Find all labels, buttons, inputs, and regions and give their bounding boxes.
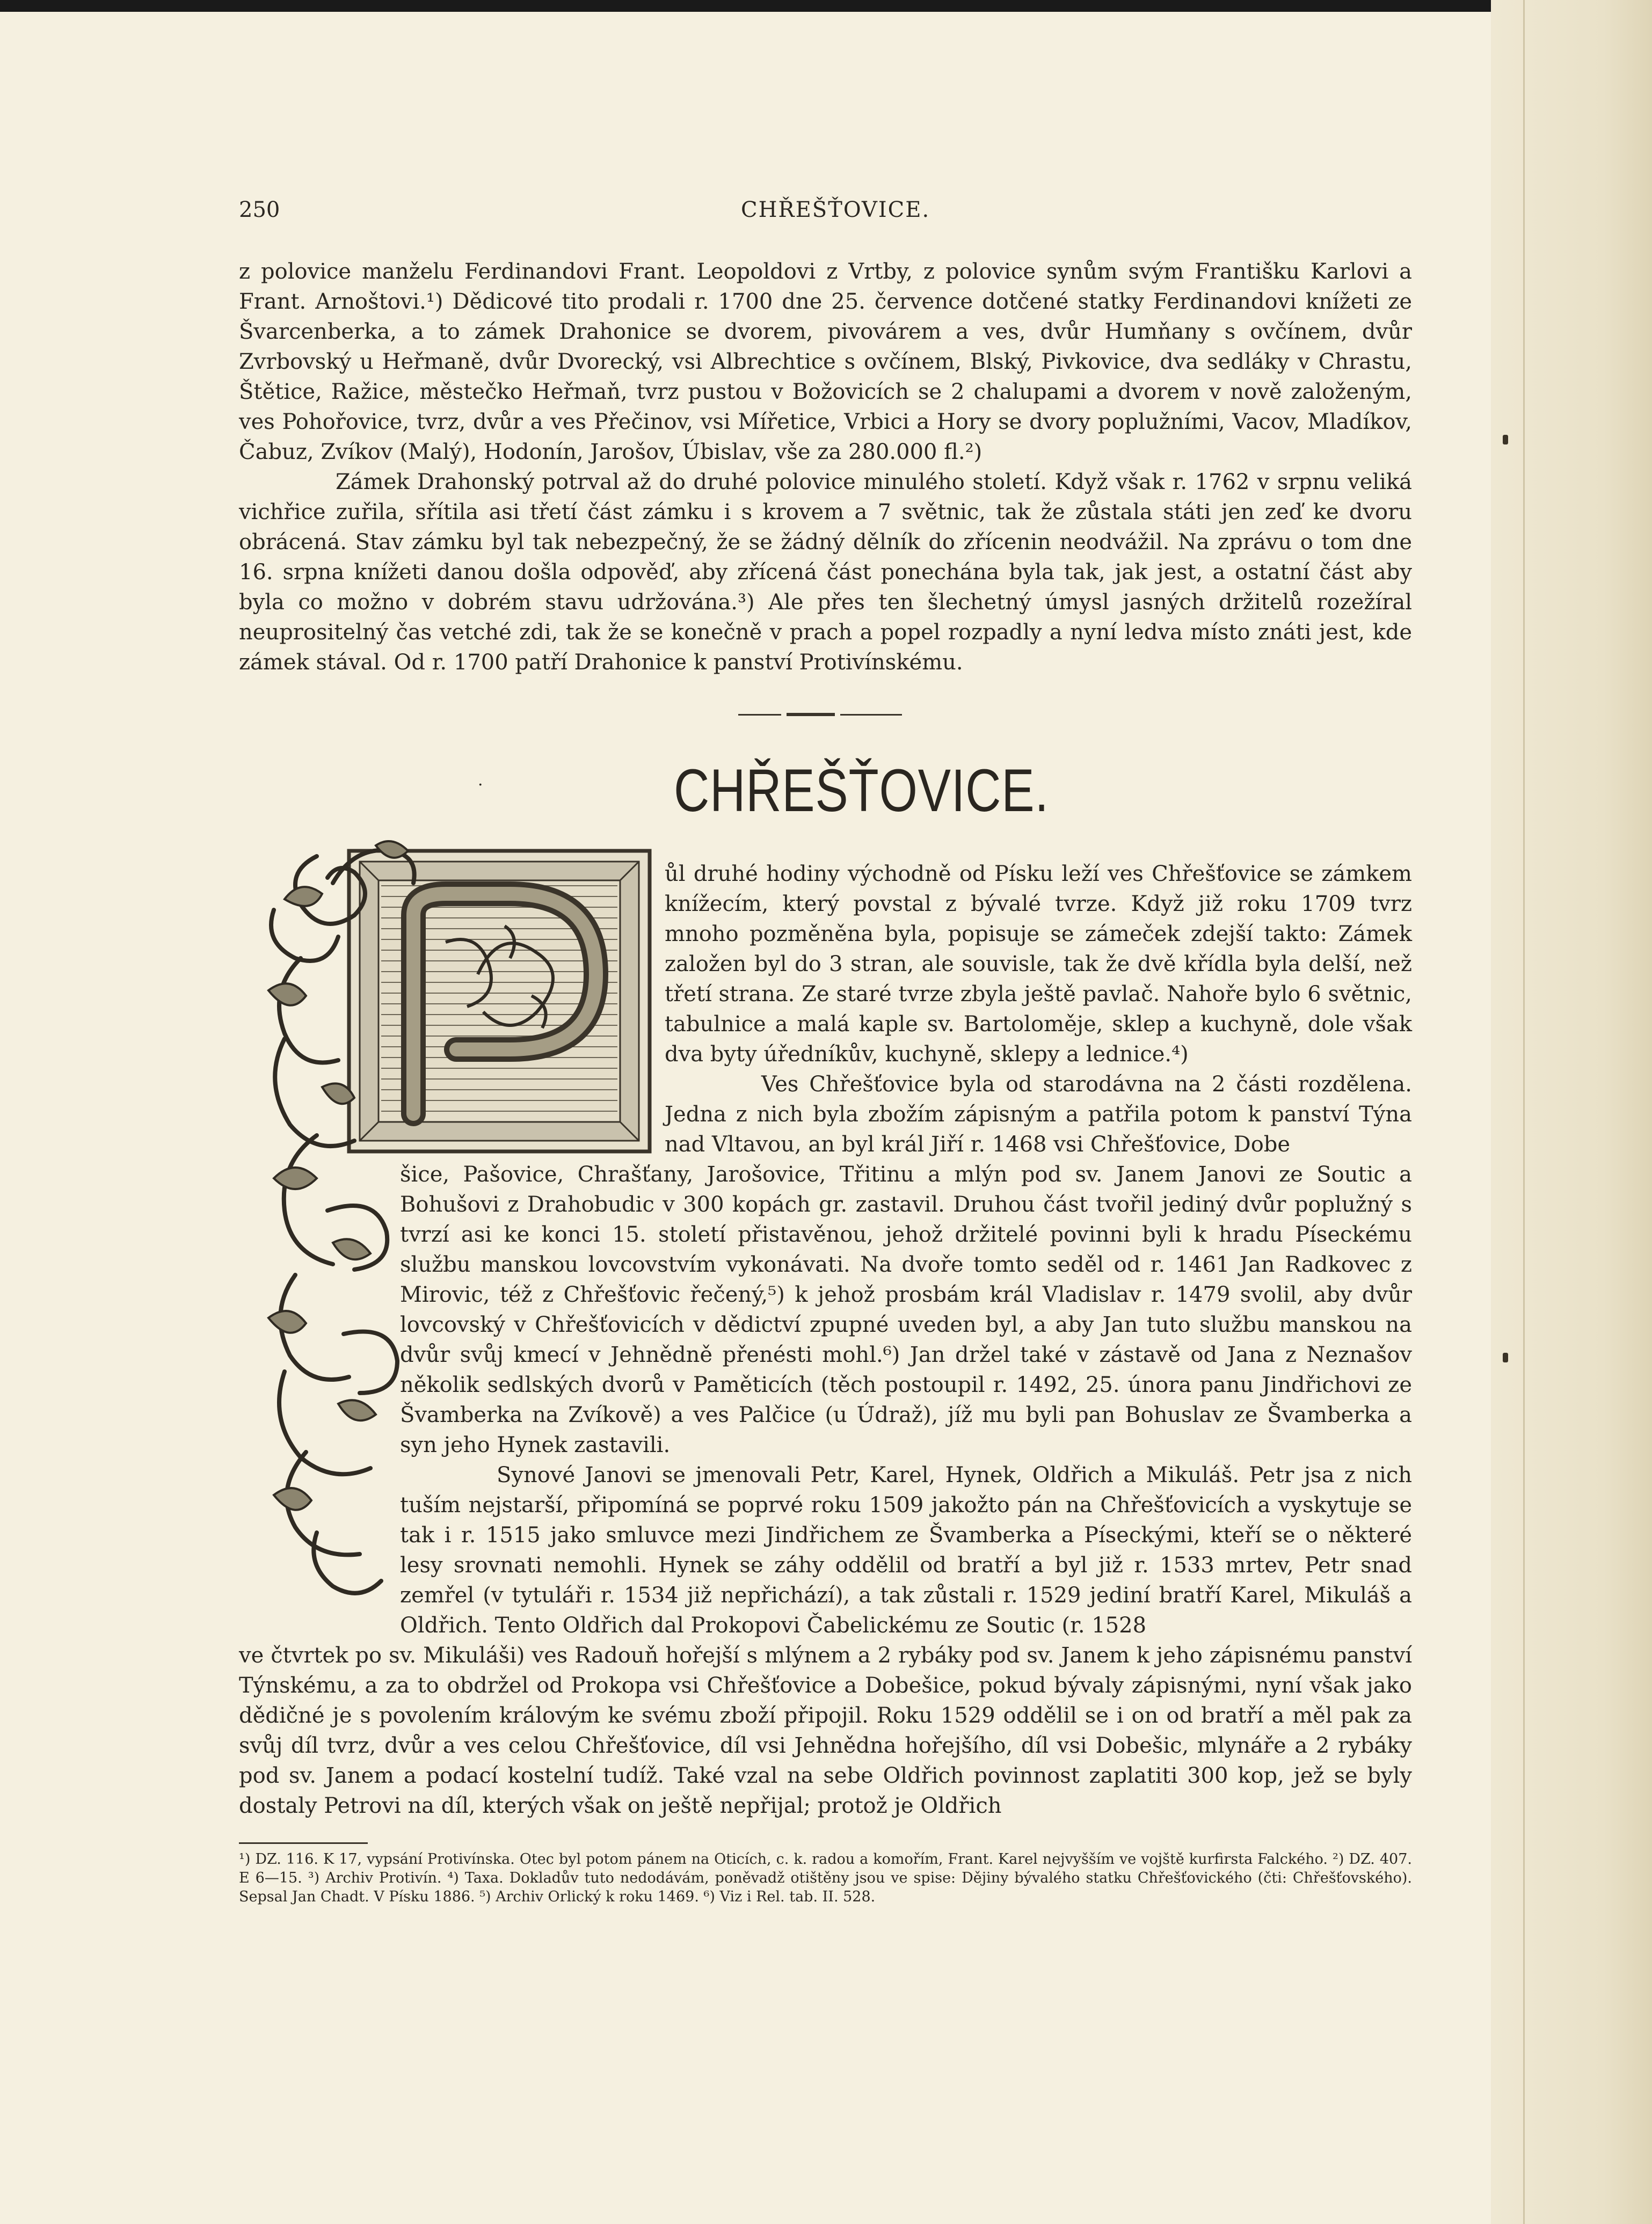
page-edge	[1491, 0, 1652, 2224]
paragraph-drahonice-sale: z polovice manželu Ferdinandovi Frant. Leopoldovi z Vrtby, z polovice synům svým Františku Karlovi a Frant. Arnoštovi.¹) Dědicové tito prodali r. 1700 dne 25. července dotčené statky Ferdinandovi knížeti ze Švarcenberka, a to zámek Drahonice se dvorem, pivovárem a ves, dvůr Humňany s ovčínem, dvůr Zvrbovský u Heřmaně, dvůr Dvorecký, vsi Albrechtice s ovčínem, Blský, Pivkovice, dva sedláky v Chrastu, Štětice, Ražice, městečko Heřmaň, tvrz pustou v Božovicích se 2 chalupami a dvorem v nově založeným, ves Pohořovice, tvrz, dvůr a ves Přečinov, vsi Mířetice, Vrbici a Hory se dvory poplužními, Vacov, Mladíkov, Čabuz, Zvíkov (Malý), Hodonín, Jarošov, Úbislav, vše za 280.000 fl.²)	[239, 259, 1412, 464]
book-page: 250 CHŘEŠŤOVICE. z polovice manželu Ferdinandovi Frant. Leopoldovi z Vrtby, z polovice synům svým Františku Karlovi a Frant. Arnoštovi.¹) Dědicové tito prodali r. 1700 dne 25. července dotčené statky Ferdinandovi knížeti ze Švarcenberka, a to zámek Drahonice se dvorem, pivovárem a ves, dvůr Humňany s ovčínem, dvůr Zvrbovský u Heřmaně, dvůr Dvorecký, vsi Albrechtice s ovčínem, Blský, Pivkovice, dva sedláky v Chrastu, Štětice, Ražice, městečko Heřmaň, tvrz pustou v Božovicích se 2 chalupami a dvorem v nově založeným, ves Pohořovice, tvrz, dvůr a ves Přečinov, vsi Mířetice, Vrbici a Hory se dvory poplužními, Vacov, Mladíkov, Čabuz, Zvíkov (Malý), Hodonín, Jarošov, Úbislav, vše za 280.000 fl.²) Zámek Drahonský potrval až do druhé polovice minulého století. Když však r. 1762 v srpnu veliká vichřice zuřila, sřítila asi třetí část zámku i s krovem a 7 světnic, tak že zůstala státi jen zeď ke dvoru obrácená. Stav zámku byl tak nebezpečný, že se žádný dělník do zřícenin neodvážil. Na zprávu o tom dne 16. srpna knížeti danou došla odpověď, aby zřícená část ponechána byla tak, jak jest, a ostatní část aby byla co možno v dobrém stavu udržována.³) Ale přes ten šlechetný úmysl jasných držitelů rozežíral neuprositelný čas vetché zdi, tak že se konečně v prach a popel rozpadly a nyní ledva místo znáti jest, kde zámek stával. Od r. 1700 patří Drahonice k panství Protivínskému. · CHŘEŠŤOVICE. ůl druhé hodiny východně od Písku leží ves Chřešťovice se zámkem knížecím, který povstal z bývalé tvrze. Když již roku 1709 tvrz mnoho pozměněna byla, popisuje se zámeček zdejší takto: Zámek založen byl do 3 stran, ale souvisle, tak že dvě křídla byla delší, než třetí strana. Ze staré tvrze zbyla ještě pavlač. Nahoře bylo 6 světnic, tabulnice a malá kaple sv. Bartoloměje, sklep a kuchyně, dole však dva byty úředníkův, kuchyně, sklepy a lednice.⁴) Ves Chřešťovice byla od starodávna na 2 části rozdělena. Jedna z nich byla zbožím zápisným a patřila potom k panství Týna nad Vltavou, an byl král Jiří r. 1468 vsi Chřešťovice, Dobe šice, Pašovice, Chrašťany, Jarošovice, Třitinu a mlýn pod sv. Janem Janovi ze Soutic a Bohušovi z Drahobudic v 300 kopách gr. zastavil. Druhou část tvořil jediný dvůr poplužný s tvrzí asi ke konci 15. století přistavěnou, jehož držitelé povinni byli k hradu Píseckému službu manskou lovcovstvím vykonávati. Na dvoře tomto seděl od r. 1461 Jan Radkovec z Mirovic, též z Chřešťovic řečený,⁵) k jehož prosbám král Vladislav r. 1479 svolil, aby dvůr lovcovský v Chřešťovicích v dědictví zpupné uveden byl, a aby Jan tuto službu manskou na dvůr svůj kmecí v Jehnědně přenésti mohl.⁶) Jan držel také v zástavě od Jana z Neznašov několik sedlských dvorů v Paměticích (těch postoupil r. 1492, 25. února panu Jindřichovi ze Švamberka na Zvíkově) a ves Palčice (u Údraž), jíž mu byli pan Bohuslav ze Švamberka a syn jeho Hynek zastavili. Synové Janovi se jmenovali Petr, Karel, Hynek, Oldřich a Mikuláš. Petr jsa z nich tuším nejstarší, připomíná se poprvé roku 1509 jakožto pán na Chřešťovicích a vyskytuje se tak i r. 1515 jako smluvce mezi Jindřichem ze Švamberka a Píseckými, kteří se o některé lesy srovnati nemohli. Hynek se záhy oddělil od bratří a byl již r. 1533 mrtev, Petr snad zemřel (v tytuláři r. 1534 již nepřichází), a tak zůstali r. 1529 jediní bratří Karel, Mikuláš a Oldřich. Tento Oldřich dal Prokopovi Čabelickému ze Soutic (r. 1528 ve čtvrtek po sv. Mikuláši) ves Radouň hořejší s mlýnem a 2 rybáky pod sv. Janem k jeho zápisnému panství Týnskému, a za to obdržel od Prokopa vsi Chřešťovice a Dobešice, pokud bývaly zápisnými, nyní však jako dědičné je s povolením královým ke svému zboží připojil. Roku 1529 oddělil se i on od bratří a měl pak za svůj díl tvrz, dvůr a ves celou Chřešťovice, díl vsi Jehnědna hořejšího, díl vsi Dobešic, mlynáře a 2 rybáky pod sv. Janem a podací kostelní tudíž. Také vzal na sebe Oldřich povinnost zaplatiti 300 kop, jež se byly dostaly Petrovi na díl, kterých však on ještě nepřijal; protož je Oldřich ¹) DZ. 116. K 17, vypsání Protivínska. Otec byl potom pánem na Oticích, c. k. radou a komořím, Frant. Karel nejvyšším ve vojště kurfirsta Falckého. ²) DZ. 407. E 6—15. ³) Archiv Protivín. ⁴) Taxa. Dokladův tuto nedodávám, poněvadž otištěny jsou ve spise: Dějiny bývalého statku Chřešťovického (čti: Chřešťovského). Sepsal Jan Chadt. V Písku 1886. ⁵) Archiv Orlický k roku 1469. ⁶) Viz i Rel. tab. II. 528.	[239, 198, 1412, 1905]
paragraph-intro: ůl druhé hodiny východně od Písku leží ves Chřešťovice se zámkem knížecím, který povstal z bývalé tvrze. Když již roku 1709 tvrz mnoho pozměněna byla, popisuje se zámeček zdejší takto: Zámek založen byl do 3 stran, ale souvisle, tak že dvě křídla byla delší, než třetí strana. Ze staré tvrze zbyla ještě pavlač. Nahoře bylo 6 světnic, tabulnice a malá kaple sv. Bartoloměje, sklep a kuchyně, dole však dva byty úředníkův, kuchyně, sklepy a lednice.⁴)	[665, 862, 1412, 1067]
paragraph-sons: Synové Janovi se jmenovali Petr, Karel, Hynek, Oldřich a Mikuláš. Petr jsa z nich tuším nejstarší, připomíná se poprvé roku 1509 jakožto pán na Chřešťovicích a vyskytuje se tak i r. 1515 jako smluvce mezi Jindřichem ze Švamberka a Píseckými, kteří se o některé lesy srovnati nemohli. Hynek se záhy oddělil od bratří a byl již r. 1533 mrtev, Petr snad zemřel (v tytuláři r. 1534 již nepřichází), a tak zůstali r. 1529 jediní bratří Karel, Mikuláš a Oldřich. Tento Oldřich dal Prokopovi Čabelickému ze Soutic (r. 1528	[400, 1463, 1412, 1638]
page-number: 250	[239, 198, 280, 222]
paragraph-village-parts-cont: šice, Pašovice, Chrašťany, Jarošovice, Třitinu a mlýn pod sv. Janem Janovi ze Soutic a Bohušovi z Drahobudic v 300 kopách gr. zastavil. Druhou část tvořil jediný dvůr poplužný s tvrzí asi ke konci 15. století přistavěnou, jehož držitelé povinni byli k hradu Píseckému službu manskou lovcovstvím vykonávati. Na dvoře tomto seděl od r. 1461 Jan Radkovec z Mirovic, též z Chřešťovic řečený,⁵) k jehož prosbám král Vladislav r. 1479 svolil, aby dvůr lovcovský v Chřešťovicích v dědictví zpupné uveden byl, a aby Jan tuto službu manskou na dvůr svůj kmecí v Jehnědně přenésti mohl.⁶) Jan držel také v zástavě od Jana z Neznašov několik sedlských dvorů v Paměticích (těch postoupil r. 1492, 25. února panu Jindřichovi ze Švamberka na Zvíkově) a ves Palčice (u Údraž), jíž mu byli pan Bohuslav ze Švamberka a syn jeho Hynek zastavili.	[400, 1162, 1412, 1457]
paragraph-oldrich: ve čtvrtek po sv. Mikuláši) ves Radouň hořejší s mlýnem a 2 rybáky pod sv. Janem k jeho zápisnému panství Týnskému, a za to obdržel od Prokopa vsi Chřešťovice a Dobešice, pokud bývaly zápisnými, nyní však jako dědičné je s povolením královým ke svému zboží připojil. Roku 1529 oddělil se i on od bratří a měl pak za svůj díl tvrz, dvůr a ves celou Chřešťovice, díl vsi Jehnědna hořejšího, díl vsi Dobešic, mlynáře a 2 rybáky pod sv. Janem a podací kostelní tudíž. Také vzal na sebe Oldřich povinnost zaplatiti 300 kop, jež se byly dostaly Petrovi na díl, kterých však on ještě nepřijal; protož je Oldřich	[239, 1643, 1412, 1818]
section-title: CHŘEŠŤOVICE.	[674, 757, 1049, 824]
paragraph-drahonice-castle: Zámek Drahonský potrval až do druhé polovice minulého století. Když však r. 1762 v srpnu veliká vichřice zuřila, sřítila asi třetí část zámku i s krovem a 7 světnic, tak že zůstala státi jen zeď ke dvoru obrácená. Stav zámku byl tak nebezpečný, že se žádný dělník do zřícenin neodvážil. Na zprávu o tom dne 16. srpna knížeti danou došla odpověď, aby zřícená část ponechána byla tak, jak jest, a ostatní část aby byla co možno v dobrém stavu udržována.³) Ale přes ten šlechetný úmysl jasných držitelů rozežíral neuprositelný čas vetché zdi, tak že se konečně v prach a popel rozpadly a nyní ledva místo znáti jest, kde zámek stával. Od r. 1700 patří Drahonice k panství Protivínskému.	[239, 470, 1412, 675]
footnotes: ¹) DZ. 116. K 17, vypsání Protivínska. Otec byl potom pánem na Oticích, c. k. radou a komořím, Frant. Karel nejvyšším ve vojště kurfirsta Falckého. ²) DZ. 407. E 6—15. ³) Archiv Protivín. ⁴) Taxa. Dokladův tuto nedodávám, poněvadž otištěny jsou ve spise: Dějiny bývalého statku Chřešťovického (čti: Chřešťovského). Sepsal Jan Chadt. V Písku 1886. ⁵) Archiv Orlický k roku 1469. ⁶) Viz i Rel. tab. II. 528.	[239, 1851, 1412, 1905]
paragraph-village-parts: Ves Chřešťovice byla od starodávna na 2 části rozdělena. Jedna z nich byla zbožím zápisným a patřila potom k panství Týna nad Vltavou, an byl král Jiří r. 1468 vsi Chřešťovice, Dobe	[665, 1072, 1412, 1157]
section-divider	[738, 714, 781, 716]
running-head: CHŘEŠŤOVICE.	[741, 198, 930, 222]
footnote-rule	[239, 1842, 368, 1844]
